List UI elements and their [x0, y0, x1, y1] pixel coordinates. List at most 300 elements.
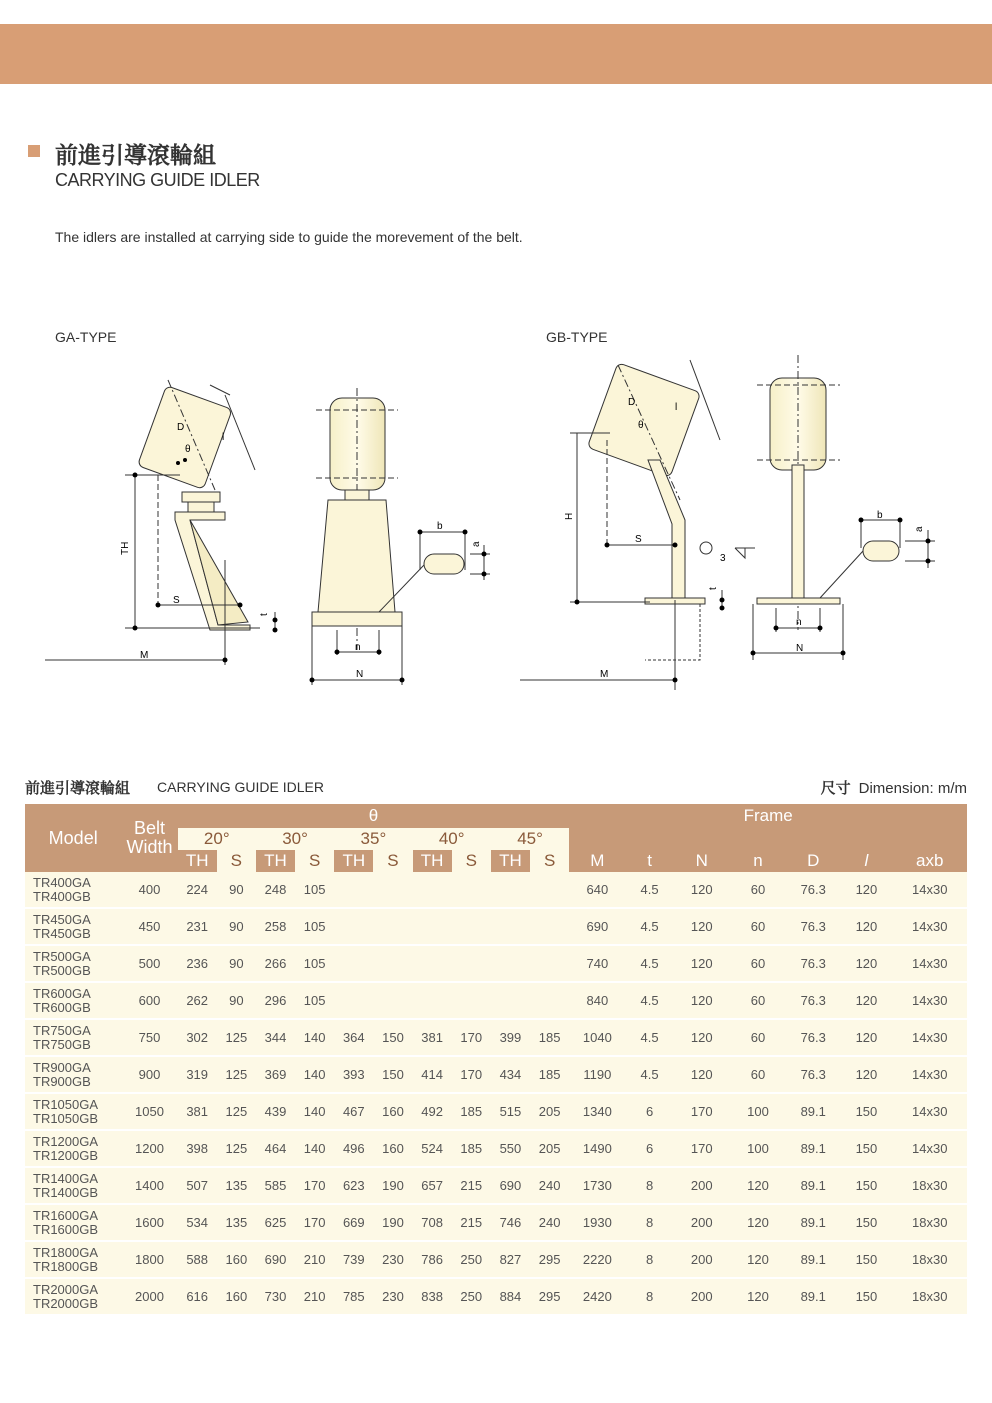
frame-value-cell: 170: [674, 1130, 730, 1167]
theta-header: θ: [178, 804, 570, 828]
table-caption-en: CARRYING GUIDE IDLER: [157, 779, 324, 795]
angle-value-cell: 786: [413, 1241, 452, 1278]
belt-width-cell: 400: [121, 872, 177, 908]
frame-value-cell: 8: [625, 1204, 673, 1241]
angle-value-cell: 295: [530, 1241, 569, 1278]
frame-value-cell: 60: [730, 908, 786, 945]
frame-value-cell: 14x30: [893, 1093, 967, 1130]
angle-value-cell: 248: [256, 872, 295, 908]
frame-value-cell: 14x30: [893, 945, 967, 982]
angle-value-cell: 399: [491, 1019, 530, 1056]
angle-value-cell: 439: [256, 1093, 295, 1130]
table-row: [25, 872, 967, 908]
frame-value-cell: 150: [840, 1093, 892, 1130]
angle-value-cell: 185: [530, 1056, 569, 1093]
model-cell: TR400GA TR400GB: [25, 872, 121, 908]
frame-value-cell: 690: [569, 908, 625, 945]
belt-width-header: Belt Width: [121, 804, 177, 872]
angle-value-cell: 205: [530, 1093, 569, 1130]
angle-value-cell: 90: [217, 982, 256, 1019]
angle-value-cell: 210: [295, 1241, 334, 1278]
ga-label-b: b: [437, 521, 443, 532]
angle-value-cell: 125: [217, 1019, 256, 1056]
table-body: [25, 872, 967, 1315]
angle-value-cell: [373, 872, 412, 908]
angle-value-cell: 231: [178, 908, 217, 945]
s-20-header: S: [217, 850, 256, 872]
model-cell: TR1200GA TR1200GB: [25, 1130, 121, 1167]
table-row: [25, 1093, 967, 1130]
angle-value-cell: [334, 872, 373, 908]
frame-value-cell: 8: [625, 1167, 673, 1204]
angle-value-cell: 266: [256, 945, 295, 982]
frame-col-t: t: [625, 850, 673, 872]
angle-value-cell: 160: [373, 1130, 412, 1167]
gb-label-b: b: [877, 510, 883, 521]
angle-40-header: 40°: [413, 828, 491, 850]
angle-value-cell: 550: [491, 1130, 530, 1167]
angle-value-cell: 170: [295, 1167, 334, 1204]
gb-label-3: 3: [720, 553, 726, 564]
angle-value-cell: [491, 872, 530, 908]
angle-value-cell: 170: [295, 1204, 334, 1241]
frame-value-cell: 150: [840, 1130, 892, 1167]
frame-value-cell: 18x30: [893, 1278, 967, 1315]
angle-value-cell: 210: [295, 1278, 334, 1315]
angle-value-cell: 434: [491, 1056, 530, 1093]
angle-value-cell: 205: [530, 1130, 569, 1167]
belt-width-cell: 1400: [121, 1167, 177, 1204]
belt-width-cell: 1050: [121, 1093, 177, 1130]
angle-value-cell: 240: [530, 1167, 569, 1204]
frame-value-cell: 120: [674, 945, 730, 982]
ga-front-view: [312, 388, 490, 685]
gb-label-d: D: [628, 397, 636, 408]
angle-value-cell: 319: [178, 1056, 217, 1093]
frame-value-cell: 4.5: [625, 1019, 673, 1056]
ga-type-label: GA-TYPE: [55, 329, 117, 345]
frame-value-cell: 120: [840, 982, 892, 1019]
model-cell: TR500GA TR500GB: [25, 945, 121, 982]
belt-width-cell: 900: [121, 1056, 177, 1093]
frame-value-cell: 14x30: [893, 1019, 967, 1056]
th-35-header: TH: [334, 850, 373, 872]
frame-value-cell: 14x30: [893, 872, 967, 908]
gb-side-view: [520, 360, 755, 690]
angle-value-cell: [373, 908, 412, 945]
frame-value-cell: 120: [840, 945, 892, 982]
frame-value-cell: 200: [674, 1167, 730, 1204]
table-row: [25, 1056, 967, 1093]
angle-value-cell: [334, 982, 373, 1019]
frame-value-cell: 200: [674, 1241, 730, 1278]
table-row: [25, 982, 967, 1019]
table-row: [25, 1130, 967, 1167]
angle-value-cell: 364: [334, 1019, 373, 1056]
belt-width-cell: 1600: [121, 1204, 177, 1241]
angle-value-cell: 344: [256, 1019, 295, 1056]
angle-35-header: 35°: [334, 828, 412, 850]
gb-label-h: H: [564, 512, 575, 520]
frame-value-cell: 60: [730, 982, 786, 1019]
angle-value-cell: 236: [178, 945, 217, 982]
dimension-en: Dimension: m/m: [858, 780, 967, 797]
table-head: [25, 804, 967, 872]
model-cell: TR600GA TR600GB: [25, 982, 121, 1019]
angle-value-cell: [452, 982, 491, 1019]
frame-value-cell: 120: [674, 1056, 730, 1093]
description: The idlers are installed at carrying side to guide the morevement of the belt.: [55, 229, 523, 245]
angle-value-cell: 690: [256, 1241, 295, 1278]
table-caption-cn: 前進引導滾輪組: [25, 779, 131, 797]
model-header: Model: [25, 804, 121, 872]
frame-value-cell: 120: [730, 1167, 786, 1204]
angle-45-header: 45°: [491, 828, 569, 850]
angle-20-header: 20°: [178, 828, 256, 850]
frame-value-cell: 1930: [569, 1204, 625, 1241]
frame-value-cell: 1730: [569, 1167, 625, 1204]
angle-value-cell: 230: [373, 1278, 412, 1315]
dimension-cn: 尺寸: [820, 779, 851, 797]
belt-width-cell: 500: [121, 945, 177, 982]
angle-value-cell: 588: [178, 1241, 217, 1278]
frame-value-cell: 89.1: [786, 1093, 840, 1130]
angle-value-cell: 90: [217, 908, 256, 945]
angle-value-cell: 258: [256, 908, 295, 945]
frame-value-cell: 18x30: [893, 1241, 967, 1278]
angle-value-cell: 296: [256, 982, 295, 1019]
ga-label-th: TH: [120, 541, 131, 555]
frame-value-cell: 150: [840, 1204, 892, 1241]
angle-value-cell: 739: [334, 1241, 373, 1278]
angle-value-cell: 381: [413, 1019, 452, 1056]
ga-label-d: D: [177, 422, 185, 433]
angle-value-cell: 160: [217, 1278, 256, 1315]
angle-value-cell: 170: [452, 1056, 491, 1093]
angle-value-cell: 250: [452, 1241, 491, 1278]
frame-value-cell: 740: [569, 945, 625, 982]
angle-value-cell: [530, 982, 569, 1019]
spec-table: [25, 804, 967, 1316]
angle-value-cell: 250: [452, 1278, 491, 1315]
angle-value-cell: 170: [452, 1019, 491, 1056]
angle-value-cell: 657: [413, 1167, 452, 1204]
table-row: [25, 908, 967, 945]
angle-value-cell: 534: [178, 1204, 217, 1241]
angle-value-cell: 230: [373, 1241, 412, 1278]
frame-value-cell: 150: [840, 1241, 892, 1278]
model-cell: TR750GA TR750GB: [25, 1019, 121, 1056]
angle-value-cell: 150: [373, 1019, 412, 1056]
frame-value-cell: 1340: [569, 1093, 625, 1130]
frame-value-cell: 89.1: [786, 1204, 840, 1241]
frame-value-cell: 89.1: [786, 1167, 840, 1204]
frame-col-nn: N: [674, 850, 730, 872]
angle-value-cell: 105: [295, 908, 334, 945]
angle-value-cell: [530, 945, 569, 982]
frame-value-cell: 120: [840, 1019, 892, 1056]
model-cell: TR900GA TR900GB: [25, 1056, 121, 1093]
frame-value-cell: 120: [674, 1019, 730, 1056]
s-30-header: S: [295, 850, 334, 872]
angle-value-cell: 125: [217, 1093, 256, 1130]
angle-value-cell: 135: [217, 1167, 256, 1204]
angle-value-cell: 585: [256, 1167, 295, 1204]
frame-col-d: D: [786, 850, 840, 872]
table-row: [25, 1241, 967, 1278]
angle-value-cell: [334, 908, 373, 945]
angle-value-cell: 295: [530, 1278, 569, 1315]
gb-label-theta: θ: [638, 420, 644, 431]
angle-value-cell: 827: [491, 1241, 530, 1278]
frame-value-cell: 1040: [569, 1019, 625, 1056]
angle-value-cell: 105: [295, 872, 334, 908]
s-45-header: S: [530, 850, 569, 872]
frame-value-cell: 640: [569, 872, 625, 908]
gb-label-l: l: [675, 402, 678, 413]
angle-value-cell: 669: [334, 1204, 373, 1241]
angle-value-cell: 884: [491, 1278, 530, 1315]
frame-value-cell: 60: [730, 1019, 786, 1056]
angle-value-cell: [491, 982, 530, 1019]
frame-value-cell: 60: [730, 1056, 786, 1093]
angle-value-cell: 496: [334, 1130, 373, 1167]
frame-value-cell: 76.3: [786, 872, 840, 908]
th-40-header: TH: [413, 850, 452, 872]
ga-label-t: t: [259, 613, 270, 616]
angle-value-cell: 224: [178, 872, 217, 908]
angle-value-cell: 690: [491, 1167, 530, 1204]
frame-value-cell: 18x30: [893, 1167, 967, 1204]
frame-value-cell: 76.3: [786, 1019, 840, 1056]
frame-value-cell: 120: [674, 872, 730, 908]
frame-value-cell: 89.1: [786, 1278, 840, 1315]
ga-label-n: n: [355, 642, 361, 653]
angle-value-cell: 467: [334, 1093, 373, 1130]
frame-value-cell: 89.1: [786, 1130, 840, 1167]
angle-value-cell: 746: [491, 1204, 530, 1241]
belt-width-cell: 2000: [121, 1278, 177, 1315]
angle-value-cell: 625: [256, 1204, 295, 1241]
angle-value-cell: 393: [334, 1056, 373, 1093]
angle-value-cell: 140: [295, 1019, 334, 1056]
page-title-en: CARRYING GUIDE IDLER: [55, 170, 260, 190]
th-45-header: TH: [491, 850, 530, 872]
angle-value-cell: 492: [413, 1093, 452, 1130]
frame-value-cell: 14x30: [893, 982, 967, 1019]
angle-value-cell: [452, 908, 491, 945]
frame-value-cell: 89.1: [786, 1241, 840, 1278]
belt-width-cell: 1800: [121, 1241, 177, 1278]
ga-label-m: M: [140, 650, 149, 661]
frame-value-cell: 200: [674, 1278, 730, 1315]
th-20-header: TH: [178, 850, 217, 872]
angle-value-cell: 616: [178, 1278, 217, 1315]
angle-value-cell: 160: [217, 1241, 256, 1278]
angle-value-cell: 515: [491, 1093, 530, 1130]
frame-value-cell: 200: [674, 1204, 730, 1241]
ga-label-s: S: [173, 595, 180, 606]
frame-value-cell: 76.3: [786, 982, 840, 1019]
frame-value-cell: 150: [840, 1278, 892, 1315]
angle-value-cell: 140: [295, 1093, 334, 1130]
model-cell: TR1400GA TR1400GB: [25, 1167, 121, 1204]
angle-value-cell: 90: [217, 945, 256, 982]
frame-value-cell: 76.3: [786, 908, 840, 945]
angle-value-cell: 464: [256, 1130, 295, 1167]
frame-value-cell: 4.5: [625, 872, 673, 908]
gb-front-view: [753, 355, 935, 660]
gb-label-a: a: [914, 526, 925, 532]
frame-value-cell: 4.5: [625, 982, 673, 1019]
angle-value-cell: 185: [452, 1130, 491, 1167]
frame-value-cell: 76.3: [786, 945, 840, 982]
model-cell: TR1800GA TR1800GB: [25, 1241, 121, 1278]
frame-value-cell: 170: [674, 1093, 730, 1130]
angle-value-cell: 240: [530, 1204, 569, 1241]
frame-col-axb: axb: [893, 850, 967, 872]
gb-label-m: M: [600, 669, 609, 680]
model-cell: TR1050GA TR1050GB: [25, 1093, 121, 1130]
angle-value-cell: 838: [413, 1278, 452, 1315]
frame-value-cell: 60: [730, 945, 786, 982]
gb-label-n: n: [796, 617, 802, 628]
table-row: [25, 1278, 967, 1315]
angle-value-cell: [452, 872, 491, 908]
frame-value-cell: 60: [730, 872, 786, 908]
frame-value-cell: 120: [730, 1278, 786, 1315]
frame-value-cell: 14x30: [893, 1130, 967, 1167]
table-row: [25, 1019, 967, 1056]
angle-value-cell: 185: [452, 1093, 491, 1130]
angle-value-cell: 140: [295, 1056, 334, 1093]
frame-value-cell: 100: [730, 1093, 786, 1130]
angle-value-cell: 785: [334, 1278, 373, 1315]
angle-value-cell: [530, 908, 569, 945]
angle-value-cell: [413, 982, 452, 1019]
angle-value-cell: 105: [295, 945, 334, 982]
frame-value-cell: 150: [840, 1167, 892, 1204]
model-cell: TR2000GA TR2000GB: [25, 1278, 121, 1315]
angle-value-cell: [452, 945, 491, 982]
angle-value-cell: 150: [373, 1056, 412, 1093]
belt-width-cell: 600: [121, 982, 177, 1019]
angle-value-cell: 381: [178, 1093, 217, 1130]
frame-header: Frame: [569, 804, 967, 828]
angle-value-cell: [334, 945, 373, 982]
angle-value-cell: 708: [413, 1204, 452, 1241]
frame-value-cell: 100: [730, 1130, 786, 1167]
angle-value-cell: 398: [178, 1130, 217, 1167]
angle-value-cell: [373, 945, 412, 982]
frame-value-cell: 14x30: [893, 1056, 967, 1093]
ga-label-nn: N: [356, 669, 364, 680]
angle-value-cell: 730: [256, 1278, 295, 1315]
dimension-note: [821, 777, 967, 798]
angle-value-cell: 507: [178, 1167, 217, 1204]
frame-col-n: n: [730, 850, 786, 872]
angle-value-cell: 90: [217, 872, 256, 908]
frame-value-cell: 4.5: [625, 945, 673, 982]
frame-value-cell: 14x30: [893, 908, 967, 945]
angle-value-cell: 105: [295, 982, 334, 1019]
belt-width-cell: 750: [121, 1019, 177, 1056]
angle-value-cell: [413, 908, 452, 945]
frame-value-cell: 120: [730, 1204, 786, 1241]
th-30-header: TH: [256, 850, 295, 872]
angle-value-cell: 623: [334, 1167, 373, 1204]
frame-value-cell: 4.5: [625, 908, 673, 945]
table-row: [25, 945, 967, 982]
s-40-header: S: [452, 850, 491, 872]
frame-value-cell: 2420: [569, 1278, 625, 1315]
table-row: [25, 1204, 967, 1241]
angle-value-cell: 369: [256, 1056, 295, 1093]
angle-value-cell: 190: [373, 1167, 412, 1204]
frame-value-cell: 6: [625, 1093, 673, 1130]
s-35-header: S: [373, 850, 412, 872]
frame-value-cell: 4.5: [625, 1056, 673, 1093]
frame-value-cell: 1190: [569, 1056, 625, 1093]
angle-value-cell: 215: [452, 1167, 491, 1204]
angle-value-cell: [530, 872, 569, 908]
ga-label-theta: θ: [185, 444, 191, 455]
frame-value-cell: 8: [625, 1278, 673, 1315]
table-row: [25, 1167, 967, 1204]
frame-value-cell: 840: [569, 982, 625, 1019]
model-cell: TR450GA TR450GB: [25, 908, 121, 945]
gb-type-label: GB-TYPE: [546, 329, 608, 345]
angle-30-header: 30°: [256, 828, 334, 850]
angle-value-cell: [373, 982, 412, 1019]
angle-value-cell: [491, 945, 530, 982]
frame-value-cell: 76.3: [786, 1056, 840, 1093]
angle-value-cell: 135: [217, 1204, 256, 1241]
gb-label-t: t: [708, 587, 719, 590]
angle-value-cell: 125: [217, 1130, 256, 1167]
angle-value-cell: [413, 872, 452, 908]
frame-value-cell: 6: [625, 1130, 673, 1167]
angle-value-cell: 125: [217, 1056, 256, 1093]
frame-value-cell: 2220: [569, 1241, 625, 1278]
frame-value-cell: 8: [625, 1241, 673, 1278]
page-title-cn: 前進引導滾輪組: [55, 143, 216, 169]
angle-value-cell: [413, 945, 452, 982]
angle-value-cell: 190: [373, 1204, 412, 1241]
angle-value-cell: [491, 908, 530, 945]
frame-col-l: l: [840, 850, 892, 872]
frame-value-cell: 120: [840, 908, 892, 945]
frame-col-m: M: [569, 850, 625, 872]
frame-value-cell: 120: [840, 1056, 892, 1093]
angle-value-cell: 160: [373, 1093, 412, 1130]
frame-value-cell: 1490: [569, 1130, 625, 1167]
belt-width-cell: 450: [121, 908, 177, 945]
angle-value-cell: 262: [178, 982, 217, 1019]
ga-label-l: l: [222, 432, 225, 443]
ga-label-a: a: [471, 541, 482, 547]
gb-label-s: S: [635, 534, 642, 545]
frame-value-cell: 18x30: [893, 1204, 967, 1241]
angle-value-cell: 140: [295, 1130, 334, 1167]
ga-side-view: [45, 380, 275, 665]
frame-value-cell: 120: [674, 982, 730, 1019]
belt-width-cell: 1200: [121, 1130, 177, 1167]
angle-value-cell: 414: [413, 1056, 452, 1093]
angle-value-cell: 302: [178, 1019, 217, 1056]
angle-value-cell: 215: [452, 1204, 491, 1241]
gb-label-nn: N: [796, 643, 804, 654]
